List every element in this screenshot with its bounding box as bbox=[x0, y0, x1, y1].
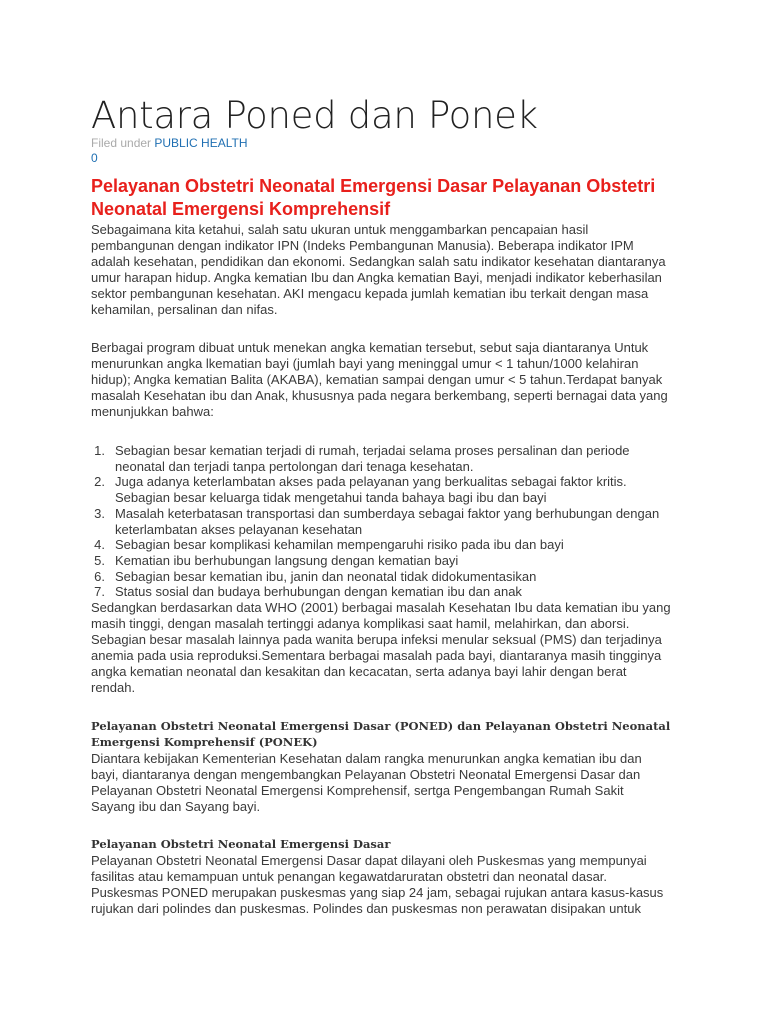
post-meta bbox=[91, 136, 248, 151]
findings-list bbox=[91, 443, 671, 600]
page-title: Antara Poned dan Ponek bbox=[91, 94, 538, 137]
list-text: Sebagian besar kematian ibu, janin dan neonatal tidak didokumentasikan bbox=[115, 568, 537, 584]
list-text: Masalah keterbatasan transportasi dan sumberdaya sebagai faktor yang berhubungan dengan keterlambatan akses pelayanan kesehatan bbox=[115, 505, 660, 537]
list-text: Sebagian besar kematian terjadi di rumah, terjadai selama proses persalinan dan periode neonatal dan terjadi tanpa pertolongan dari tenaga kesehatan. bbox=[115, 443, 630, 474]
list-item bbox=[91, 474, 671, 505]
who-paragraph: Sedangkan berdasarkan data WHO (2001) berbagai masalah Kesehatan Ibu data kematian ibu yang masih tinggi, dengan masalah tertinggi adanya komplikasi saat hamil, melahirkan, dan aborsi. Sebagian besar masalah lainnya pada wanita berupa infeksi menular seksual (PMS) dan terjadinya anemia pada usia reproduksi.Sementara berbagai masalah pada bayi, diantaranya masih tingginya angka kematian neonatal dan kesakitan dan kecacatan, serta adanya bayi lahir dengan berat rendah. bbox=[91, 600, 671, 695]
subheading-poned-ponek: Pelayanan Obstetri Neonatal Emergensi Dasar (PONED) dan Pelayanan Obstetri Neonatal Emergensi Komprehensif (PONEK) bbox=[91, 719, 671, 749]
list-text: Status sosial dan budaya berhubungan dengan kematian ibu dan anak bbox=[115, 584, 522, 600]
list-number: 7. bbox=[94, 584, 105, 600]
list-number: 1. bbox=[94, 443, 105, 458]
list-item bbox=[91, 569, 671, 585]
list-item bbox=[91, 584, 671, 600]
list-number: 5. bbox=[94, 552, 105, 568]
list-text: Kematian ibu berhubungan langsung dengan kematian bayi bbox=[115, 552, 459, 568]
list-number: 4. bbox=[94, 537, 105, 553]
list-number: 3. bbox=[94, 505, 105, 521]
article-heading: Pelayanan Obstetri Neonatal Emergensi Dasar Pelayanan Obstetri Neonatal Emergensi Komprehensif bbox=[91, 176, 656, 219]
intro-paragraph: Sebagaimana kita ketahui, salah satu ukuran untuk menggambarkan pencapaian hasil pembangunan dengan indikator IPN (Indeks Pembangunan Manusia). Beberapa indikator IPM adalah kesehatan, pendidikan dan ekonomi. Sedangkan salah satu indikator kesehatan diantaranya umur harapan hidup. Angka kematian Ibu dan Angka kematian Bayi, menjadi indikator keberhasilan sektor pembangunan kesehatan. AKI mengacu kepada jumlah kematian ibu terkait dengan masa kehamilan, persalinan dan nifas. bbox=[91, 222, 666, 317]
program-paragraph: Berbagai program dibuat untuk menekan angka kematian tersebut, sebut saja diantaranya Untuk menurunkan angka lkematian bayi (jumlah bayi yang meninggal umur < 1 tahun/1000 kelahiran hidup); Angka kematian Balita (AKABA), kematian sampai dengan umur < 5 tahun.Terdapat banyak masalah Kesehatan ibu dan Anak, khususnya pada negara berkembang, seperti bernagai data yang menunjukkan bahwa: bbox=[91, 340, 668, 419]
list-item bbox=[91, 537, 671, 553]
comment-count-link[interactable]: 0 bbox=[91, 151, 98, 165]
category-link[interactable]: PUBLIC HEALTH bbox=[154, 136, 248, 150]
list-item bbox=[91, 506, 671, 537]
list-text: Sebagian besar komplikasi kehamilan mempengaruhi risiko pada ibu dan bayi bbox=[115, 537, 564, 553]
policy-paragraph: Diantara kebijakan Kementerian Kesehatan dalam rangka menurunkan angka kematian ibu dan bayi, diantaranya dengan mengembangkan Pelayanan Obstetri Neonatal Emergensi Dasar dan Pelayanan Obstetri Neonatal Emergensi Komprehensif, sertga Pengembangan Rumah Sakit Sayang ibu dan Sayang bayi. bbox=[91, 751, 642, 814]
list-text: Juga adanya keterlambatan akses pada pelayanan yang berkualitas sebagai faktor kritis. Sebagian besar keluarga tidak mengetahui tanda bahaya bagi ibu dan bayi bbox=[115, 474, 627, 506]
subheading-poned: Pelayanan Obstetri Neonatal Emergensi Dasar bbox=[91, 837, 391, 851]
filed-under-label: Filed under bbox=[91, 136, 155, 150]
poned-paragraph: Pelayanan Obstetri Neonatal Emergensi Dasar dapat dilayani oleh Puskesmas yang mempunyai fasilitas atau kemampuan untuk penangan kegawatdaruratan obstetri dan neonatal dasar. Puskesmas PONED merupakan puskesmas yang siap 24 jam, sebagai rujukan antara kasus-kasus rujukan dari polindes dan puskesmas. Polindes dan puskesmas non perawatan disipakan untuk bbox=[91, 853, 664, 916]
list-item bbox=[91, 553, 671, 569]
list-number: 2. bbox=[94, 474, 105, 490]
list-number: 6. bbox=[94, 568, 105, 584]
list-item bbox=[91, 443, 671, 474]
